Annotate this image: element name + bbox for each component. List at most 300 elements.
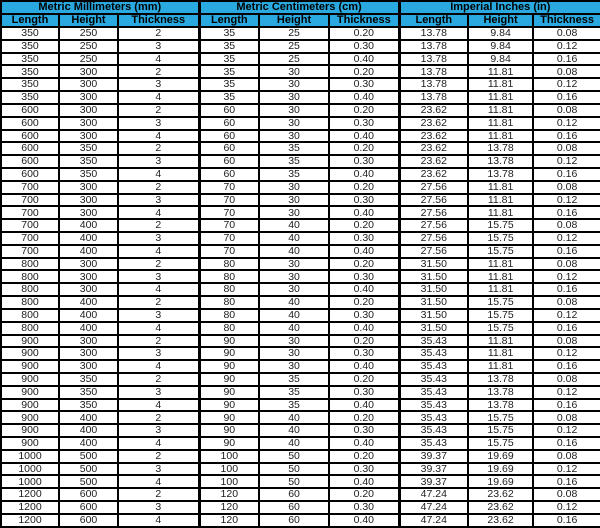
data-cell: 0.12 (533, 463, 600, 476)
column-header-cell: Thickness (329, 14, 399, 27)
data-cell: 23.62 (399, 130, 468, 143)
data-cell: 800 (1, 270, 59, 283)
data-cell: 90 (199, 360, 259, 373)
data-cell: 400 (59, 411, 118, 424)
data-cell: 30 (259, 360, 329, 373)
data-cell: 0.40 (329, 360, 399, 373)
data-cell: 300 (59, 206, 118, 219)
data-cell: 350 (1, 53, 59, 66)
data-cell: 30 (259, 270, 329, 283)
data-cell: 90 (199, 424, 259, 437)
data-cell: 300 (59, 258, 118, 271)
data-cell: 0.08 (533, 219, 600, 232)
data-cell: 40 (259, 322, 329, 335)
data-cell: 80 (199, 309, 259, 322)
data-cell: 300 (59, 117, 118, 130)
data-cell: 4 (118, 514, 199, 527)
data-cell: 0.20 (329, 411, 399, 424)
table-row (1, 501, 600, 514)
data-cell: 700 (1, 232, 59, 245)
data-cell: 11.81 (468, 194, 533, 207)
data-cell: 80 (199, 270, 259, 283)
data-cell: 600 (1, 130, 59, 143)
data-cell: 35.43 (399, 437, 468, 450)
data-cell: 0.08 (533, 296, 600, 309)
data-cell: 350 (1, 40, 59, 53)
data-cell: 1200 (1, 514, 59, 527)
data-cell: 70 (199, 194, 259, 207)
data-cell: 0.12 (533, 424, 600, 437)
data-cell: 31.50 (399, 283, 468, 296)
data-cell: 11.81 (468, 91, 533, 104)
data-cell: 800 (1, 258, 59, 271)
data-cell: 13.78 (399, 53, 468, 66)
data-cell: 300 (59, 347, 118, 360)
data-cell: 0.20 (329, 450, 399, 463)
data-cell: 400 (59, 232, 118, 245)
data-cell: 0.12 (533, 386, 600, 399)
data-cell: 0.12 (533, 232, 600, 245)
data-cell: 900 (1, 437, 59, 450)
data-cell: 30 (259, 206, 329, 219)
data-cell: 700 (1, 181, 59, 194)
table-body (1, 27, 600, 527)
data-cell: 3 (118, 117, 199, 130)
data-cell: 35 (259, 386, 329, 399)
data-cell: 0.30 (329, 117, 399, 130)
table-row (1, 309, 600, 322)
data-cell: 4 (118, 283, 199, 296)
data-cell: 0.20 (329, 104, 399, 117)
data-cell: 0.30 (329, 40, 399, 53)
data-cell: 4 (118, 322, 199, 335)
data-cell: 35.43 (399, 411, 468, 424)
data-cell: 35 (199, 91, 259, 104)
data-cell: 2 (118, 181, 199, 194)
data-cell: 0.40 (329, 437, 399, 450)
data-cell: 35 (199, 53, 259, 66)
data-cell: 0.16 (533, 399, 600, 412)
data-cell: 0.08 (533, 65, 600, 78)
data-cell: 39.37 (399, 463, 468, 476)
data-cell: 0.40 (329, 130, 399, 143)
data-cell: 2 (118, 450, 199, 463)
data-cell: 350 (59, 168, 118, 181)
data-cell: 11.81 (468, 360, 533, 373)
data-cell: 0.16 (533, 91, 600, 104)
data-cell: 90 (199, 373, 259, 386)
data-cell: 39.37 (399, 475, 468, 488)
data-cell: 0.08 (533, 181, 600, 194)
data-cell: 300 (59, 360, 118, 373)
data-cell: 1200 (1, 501, 59, 514)
data-cell: 4 (118, 475, 199, 488)
data-cell: 0.30 (329, 347, 399, 360)
data-cell: 600 (1, 142, 59, 155)
data-cell: 30 (259, 258, 329, 271)
data-cell: 0.20 (329, 373, 399, 386)
data-cell: 3 (118, 347, 199, 360)
data-cell: 3 (118, 78, 199, 91)
column-header-cell: Thickness (533, 14, 600, 27)
data-cell: 23.62 (399, 142, 468, 155)
data-cell: 70 (199, 245, 259, 258)
column-header-cell: Length (399, 14, 468, 27)
data-cell: 0.12 (533, 40, 600, 53)
table-row (1, 104, 600, 117)
data-cell: 40 (259, 437, 329, 450)
data-cell: 700 (1, 194, 59, 207)
data-cell: 0.40 (329, 399, 399, 412)
data-cell: 35 (199, 65, 259, 78)
data-cell: 0.40 (329, 283, 399, 296)
data-cell: 4 (118, 168, 199, 181)
data-cell: 350 (1, 91, 59, 104)
data-cell: 0.16 (533, 322, 600, 335)
column-header-row (1, 14, 600, 27)
data-cell: 0.12 (533, 270, 600, 283)
table-row (1, 181, 600, 194)
data-cell: 90 (199, 347, 259, 360)
data-cell: 0.12 (533, 501, 600, 514)
column-header-cell: Length (199, 14, 259, 27)
data-cell: 0.30 (329, 194, 399, 207)
data-cell: 35 (259, 142, 329, 155)
data-cell: 350 (1, 27, 59, 40)
data-cell: 4 (118, 437, 199, 450)
table-row (1, 206, 600, 219)
data-cell: 13.78 (399, 40, 468, 53)
data-cell: 900 (1, 424, 59, 437)
table-row (1, 245, 600, 258)
data-cell: 0.16 (533, 130, 600, 143)
data-cell: 31.50 (399, 258, 468, 271)
data-cell: 4 (118, 360, 199, 373)
data-cell: 900 (1, 360, 59, 373)
data-cell: 35.43 (399, 335, 468, 348)
data-cell: 35 (259, 373, 329, 386)
data-cell: 60 (199, 142, 259, 155)
data-cell: 400 (59, 219, 118, 232)
data-cell: 0.20 (329, 296, 399, 309)
data-cell: 250 (59, 27, 118, 40)
data-cell: 25 (259, 40, 329, 53)
data-cell: 0.16 (533, 245, 600, 258)
data-cell: 60 (259, 488, 329, 501)
data-cell: 70 (199, 181, 259, 194)
data-cell: 15.75 (468, 296, 533, 309)
table-row (1, 463, 600, 476)
data-cell: 2 (118, 488, 199, 501)
data-cell: 80 (199, 283, 259, 296)
data-cell: 70 (199, 206, 259, 219)
data-cell: 15.75 (468, 411, 533, 424)
data-cell: 700 (1, 206, 59, 219)
data-cell: 13.78 (468, 142, 533, 155)
data-cell: 0.20 (329, 488, 399, 501)
column-header-cell: Length (1, 14, 59, 27)
data-cell: 3 (118, 386, 199, 399)
data-cell: 250 (59, 53, 118, 66)
data-cell: 11.81 (468, 283, 533, 296)
data-cell: 15.75 (468, 309, 533, 322)
table-row (1, 283, 600, 296)
data-cell: 30 (259, 181, 329, 194)
data-cell: 11.81 (468, 130, 533, 143)
data-cell: 40 (259, 232, 329, 245)
table-header (1, 1, 600, 27)
data-cell: 15.75 (468, 322, 533, 335)
data-cell: 27.56 (399, 245, 468, 258)
data-cell: 300 (59, 194, 118, 207)
data-cell: 40 (259, 309, 329, 322)
column-header-cell: Thickness (118, 14, 199, 27)
data-cell: 35.43 (399, 424, 468, 437)
data-cell: 300 (59, 283, 118, 296)
data-cell: 35.43 (399, 347, 468, 360)
data-cell: 3 (118, 40, 199, 53)
table-row (1, 373, 600, 386)
data-cell: 60 (259, 501, 329, 514)
table-row (1, 78, 600, 91)
data-cell: 0.20 (329, 219, 399, 232)
data-cell: 35 (199, 27, 259, 40)
data-cell: 0.08 (533, 450, 600, 463)
data-cell: 30 (259, 130, 329, 143)
data-cell: 0.20 (329, 65, 399, 78)
data-cell: 600 (1, 168, 59, 181)
data-cell: 0.16 (533, 360, 600, 373)
data-cell: 120 (199, 501, 259, 514)
data-cell: 0.12 (533, 78, 600, 91)
data-cell: 25 (259, 53, 329, 66)
table-row (1, 488, 600, 501)
data-cell: 35 (259, 168, 329, 181)
data-cell: 30 (259, 335, 329, 348)
table-row (1, 142, 600, 155)
data-cell: 500 (59, 450, 118, 463)
data-cell: 9.84 (468, 40, 533, 53)
data-cell: 60 (199, 168, 259, 181)
column-header-cell: Height (59, 14, 118, 27)
data-cell: 0.16 (533, 437, 600, 450)
data-cell: 25 (259, 27, 329, 40)
table-row (1, 194, 600, 207)
data-cell: 300 (59, 65, 118, 78)
data-cell: 0.08 (533, 335, 600, 348)
group-header-cell: Metric Millimeters (mm) (1, 1, 199, 14)
data-cell: 800 (1, 296, 59, 309)
data-cell: 60 (199, 155, 259, 168)
data-cell: 350 (1, 65, 59, 78)
data-cell: 0.08 (533, 488, 600, 501)
data-cell: 500 (59, 475, 118, 488)
table-row (1, 475, 600, 488)
data-cell: 23.62 (468, 514, 533, 527)
data-cell: 13.78 (399, 78, 468, 91)
data-cell: 11.81 (468, 65, 533, 78)
data-cell: 90 (199, 335, 259, 348)
data-cell: 3 (118, 232, 199, 245)
data-cell: 600 (59, 501, 118, 514)
data-cell: 50 (259, 475, 329, 488)
data-cell: 2 (118, 296, 199, 309)
data-cell: 400 (59, 245, 118, 258)
data-cell: 0.12 (533, 194, 600, 207)
data-cell: 27.56 (399, 181, 468, 194)
data-cell: 0.40 (329, 514, 399, 527)
data-cell: 80 (199, 322, 259, 335)
data-cell: 3 (118, 463, 199, 476)
data-cell: 30 (259, 78, 329, 91)
data-cell: 80 (199, 258, 259, 271)
data-cell: 90 (199, 386, 259, 399)
table-row (1, 411, 600, 424)
data-cell: 400 (59, 424, 118, 437)
data-cell: 4 (118, 399, 199, 412)
column-header-cell: Height (468, 14, 533, 27)
data-cell: 600 (1, 155, 59, 168)
data-cell: 300 (59, 270, 118, 283)
data-cell: 0.30 (329, 424, 399, 437)
data-cell: 35 (259, 155, 329, 168)
data-cell: 90 (199, 399, 259, 412)
data-cell: 3 (118, 155, 199, 168)
data-cell: 23.62 (399, 104, 468, 117)
data-cell: 400 (59, 437, 118, 450)
table-row (1, 270, 600, 283)
group-header-cell: Imperial Inches (in) (399, 1, 600, 14)
data-cell: 0.08 (533, 27, 600, 40)
data-cell: 900 (1, 386, 59, 399)
data-cell: 27.56 (399, 206, 468, 219)
data-cell: 23.62 (468, 501, 533, 514)
data-cell: 47.24 (399, 514, 468, 527)
data-cell: 27.56 (399, 232, 468, 245)
data-cell: 19.69 (468, 463, 533, 476)
data-cell: 15.75 (468, 232, 533, 245)
data-cell: 50 (259, 450, 329, 463)
group-header-cell: Metric Centimeters (cm) (199, 1, 399, 14)
data-cell: 0.30 (329, 232, 399, 245)
table-row (1, 40, 600, 53)
data-cell: 35.43 (399, 360, 468, 373)
data-cell: 0.16 (533, 168, 600, 181)
data-cell: 100 (199, 463, 259, 476)
data-cell: 4 (118, 245, 199, 258)
table-row (1, 296, 600, 309)
data-cell: 35.43 (399, 386, 468, 399)
data-cell: 0.08 (533, 373, 600, 386)
data-cell: 30 (259, 117, 329, 130)
data-cell: 0.30 (329, 309, 399, 322)
data-cell: 1000 (1, 475, 59, 488)
data-cell: 900 (1, 335, 59, 348)
data-cell: 0.30 (329, 78, 399, 91)
data-cell: 0.20 (329, 258, 399, 271)
data-cell: 0.40 (329, 53, 399, 66)
data-cell: 400 (59, 296, 118, 309)
data-cell: 13.78 (468, 168, 533, 181)
data-cell: 60 (259, 514, 329, 527)
data-cell: 35.43 (399, 399, 468, 412)
data-cell: 27.56 (399, 194, 468, 207)
data-cell: 1000 (1, 450, 59, 463)
table-row (1, 168, 600, 181)
data-cell: 40 (259, 296, 329, 309)
data-cell: 23.62 (399, 155, 468, 168)
data-cell: 30 (259, 65, 329, 78)
table-row (1, 450, 600, 463)
data-cell: 2 (118, 104, 199, 117)
data-cell: 2 (118, 27, 199, 40)
table-row (1, 322, 600, 335)
data-cell: 9.84 (468, 53, 533, 66)
data-cell: 0.40 (329, 91, 399, 104)
data-cell: 3 (118, 270, 199, 283)
data-cell: 2 (118, 219, 199, 232)
data-cell: 900 (1, 347, 59, 360)
data-cell: 31.50 (399, 309, 468, 322)
data-cell: 600 (59, 514, 118, 527)
data-cell: 13.78 (468, 386, 533, 399)
data-cell: 0.12 (533, 155, 600, 168)
data-cell: 13.78 (399, 27, 468, 40)
data-cell: 0.20 (329, 181, 399, 194)
data-cell: 300 (59, 335, 118, 348)
table-row (1, 117, 600, 130)
table-row (1, 514, 600, 527)
data-cell: 0.12 (533, 117, 600, 130)
data-cell: 11.81 (468, 270, 533, 283)
data-cell: 2 (118, 411, 199, 424)
data-cell: 3 (118, 309, 199, 322)
data-cell: 2 (118, 373, 199, 386)
data-cell: 35 (259, 399, 329, 412)
data-cell: 70 (199, 232, 259, 245)
data-cell: 4 (118, 206, 199, 219)
data-cell: 47.24 (399, 488, 468, 501)
data-cell: 1200 (1, 488, 59, 501)
data-cell: 800 (1, 309, 59, 322)
data-cell: 80 (199, 296, 259, 309)
data-cell: 3 (118, 501, 199, 514)
data-cell: 600 (1, 117, 59, 130)
data-cell: 13.78 (468, 155, 533, 168)
data-cell: 900 (1, 373, 59, 386)
data-cell: 90 (199, 411, 259, 424)
table-row (1, 399, 600, 412)
data-cell: 100 (199, 475, 259, 488)
data-cell: 700 (1, 245, 59, 258)
data-cell: 31.50 (399, 296, 468, 309)
data-cell: 0.16 (533, 514, 600, 527)
table-row (1, 347, 600, 360)
data-cell: 60 (199, 104, 259, 117)
data-cell: 3 (118, 424, 199, 437)
data-cell: 0.08 (533, 411, 600, 424)
data-cell: 2 (118, 65, 199, 78)
data-cell: 0.30 (329, 501, 399, 514)
data-cell: 40 (259, 219, 329, 232)
data-cell: 30 (259, 194, 329, 207)
data-cell: 120 (199, 488, 259, 501)
table-row (1, 53, 600, 66)
data-cell: 350 (59, 373, 118, 386)
table-row (1, 424, 600, 437)
data-cell: 2 (118, 142, 199, 155)
table-row (1, 232, 600, 245)
